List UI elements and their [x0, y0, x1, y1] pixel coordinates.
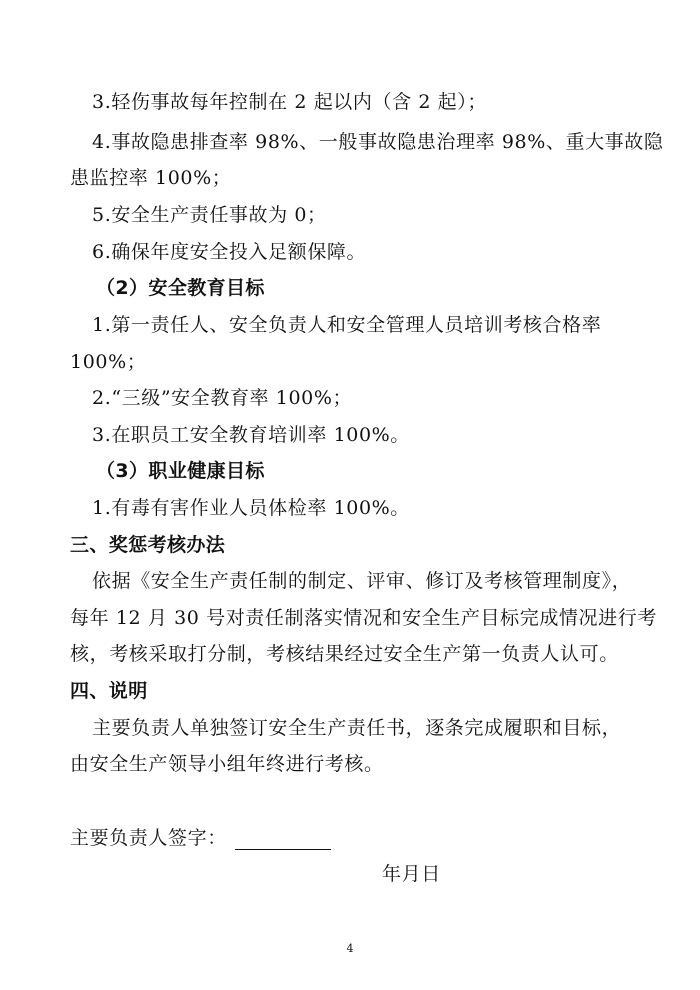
signature-blank[interactable]: [235, 831, 331, 850]
notes-paragraph-line-2: 由安全生产领导小组年终进行考核。: [70, 753, 384, 775]
goal-line-5: 5.安全生产责任事故为 0；: [92, 204, 327, 226]
education-line-2: 2.“三级”安全教育率 100%；: [92, 387, 353, 409]
education-line-3: 3.在职员工安全教育培训率 100%。: [92, 424, 410, 446]
date-label: 年月日: [382, 863, 441, 885]
goal-line-4-continued: 患监控率 100%；: [70, 167, 232, 189]
goal-line-3: 3.轻伤事故每年控制在 2 起以内（含 2 起）；: [92, 91, 487, 113]
signature-row: [70, 826, 331, 850]
page-number: 4: [346, 942, 354, 955]
education-line-1: 1.第一责任人、安全负责人和安全管理人员培训考核合格率: [92, 314, 602, 336]
health-line-1: 1.有毒有害作业人员体检率 100%。: [92, 497, 410, 519]
section-heading-notes: 四、说明: [70, 680, 148, 702]
goal-line-6: 6.确保年度安全投入足额保障。: [92, 241, 367, 263]
signature-label: 主要负责人签字：: [70, 827, 227, 849]
heading-occupational-health: （3）职业健康目标: [96, 460, 265, 482]
rewards-paragraph-line-1: 依据《安全生产责任制的制定、评审、修订及考核管理制度》，: [92, 570, 632, 592]
rewards-paragraph-line-2: 每年 12 月 30 号对责任制落实情况和安全生产目标完成情况进行考: [70, 607, 657, 629]
section-heading-rewards-penalties: 三、奖惩考核办法: [70, 534, 226, 556]
notes-paragraph-line-1: 主要负责人单独签订安全生产责任书，逐条完成履职和目标，: [92, 717, 622, 739]
rewards-paragraph-line-3: 核，考核采取打分制，考核结果经过安全生产第一负责人认可。: [70, 643, 619, 665]
education-line-1-continued: 100%；: [70, 351, 147, 373]
heading-safety-education: （2）安全教育目标: [96, 277, 265, 299]
goal-line-4: 4.事故隐患排查率 98%、一般事故隐患治理率 98%、重大事故隐: [92, 131, 664, 153]
